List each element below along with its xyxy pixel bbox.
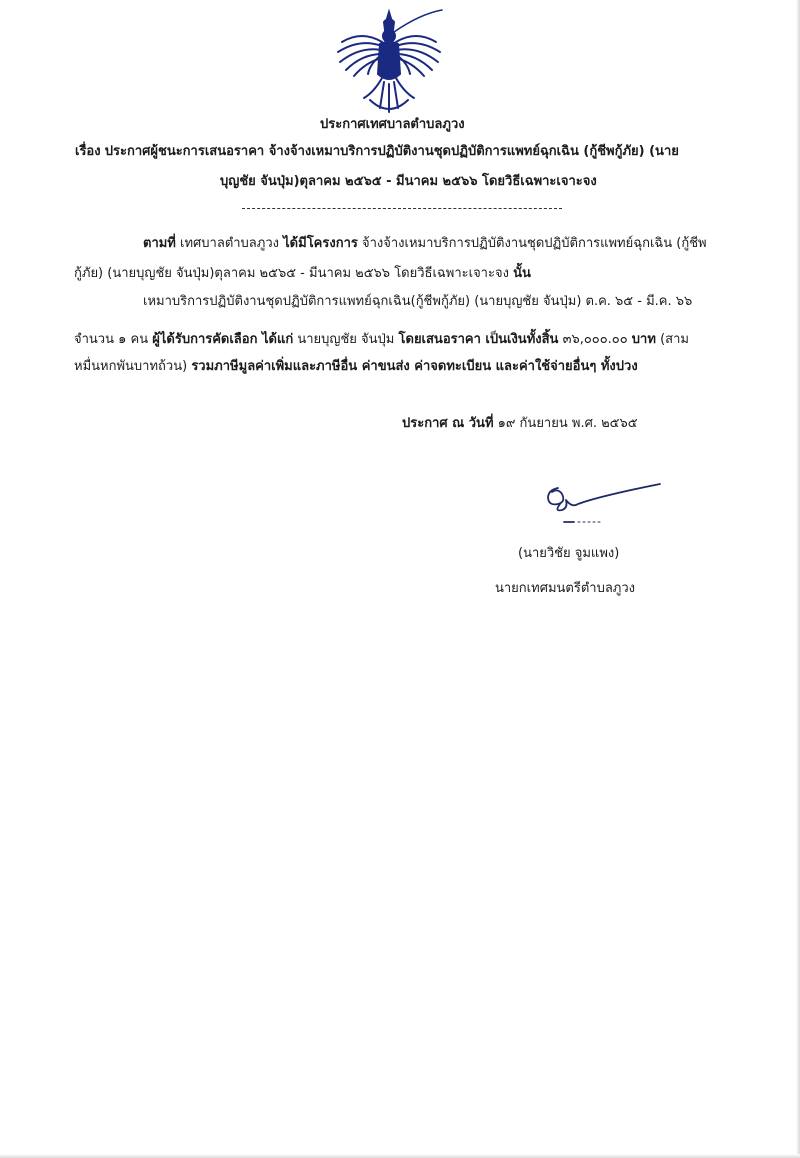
p2-words-1: (สาม — [660, 332, 689, 347]
p2-tail: รวมภาษีมูลค่าเพิ่มและภาษีอื่น ค่าขนส่ง ค่าจดทะเบียน และค่าใช้จ่ายอื่นๆ ทั้งปวง — [191, 359, 638, 374]
page-edge-shadow-bottom — [0, 1154, 800, 1158]
p1-has-project: ได้มีโครงการ — [283, 236, 358, 251]
signature — [540, 478, 665, 530]
page-title: ประกาศเทศบาลตำบลภูวง — [320, 117, 465, 132]
subject-line-1 — [75, 142, 679, 162]
p2-count: จำนวน ๑ คน — [74, 332, 149, 347]
subject-text-1: ประกาศผู้ชนะการเสนอราคา จ้างจ้างเหมาบริการปฏิบัติงานชุดปฏิบัติการแพทย์ฉุกเฉิน (กู้ชีพกู้ภัย) (นาย — [104, 144, 679, 159]
page-edge-shadow-right — [796, 0, 800, 1158]
p2-winner: นายบุญชัย จันปุ่ม — [297, 332, 395, 347]
p1-lead: ตามที่ — [143, 236, 176, 251]
paragraph-1-line-2 — [74, 264, 531, 284]
announce-lead: ประกาศ ณ วันที่ — [402, 416, 494, 431]
p1-end: นั้น — [513, 266, 531, 281]
p2-offer: โดยเสนอราคา เป็นเงินทั้งสิ้น — [398, 332, 559, 347]
garuda-emblem — [330, 8, 448, 120]
subject-line-2: บุญชัย จันปุ่ม)ตุลาคม ๒๕๖๕ - มีนาคม ๒๕๖๖ โดยวิธีเฉพาะเจาะจง — [220, 174, 597, 189]
announce-date: ๑๙ กันยายน พ.ศ. ๒๕๖๕ — [497, 416, 638, 431]
paragraph-2-line-1: เหมาบริการปฏิบัติงานชุดปฏิบัติการแพทย์ฉุกเฉิน(กู้ชีพกู้ภัย) (นายบุญชัย จันปุ่ม) ต.ค. ๖๕ - มี.ค. ๖๖ — [143, 294, 693, 309]
announce-date-line — [402, 414, 638, 434]
paragraph-2-line-2 — [74, 330, 689, 350]
paragraph-1-line-1 — [143, 234, 707, 254]
subject-label: เรื่อง — [75, 144, 101, 159]
p1-org: เทศบาลตำบลภูวง — [180, 236, 279, 251]
p2-baht: บาท — [631, 332, 656, 347]
divider — [242, 208, 562, 209]
paragraph-2-line-3 — [74, 357, 638, 377]
p2-words-2: หมื่นหกพันบาทถ้วน) — [74, 359, 188, 374]
p2-amount: ๓๖,๐๐๐.๐๐ — [562, 332, 628, 347]
signer-name: (นายวิชัย จูมแพง) — [518, 546, 620, 561]
p1-text-1: จ้างจ้างเหมาบริการปฏิบัติงานชุดปฏิบัติการแพทย์ฉุกเฉิน (กู้ชีพ — [362, 236, 707, 251]
p2-selected: ผู้ได้รับการคัดเลือก ได้แก่ — [152, 332, 294, 347]
p1-text-2: กู้ภัย) (นายบุญชัย จันปุ่ม)ตุลาคม ๒๕๖๕ - มีนาคม ๒๕๖๖ โดยวิธีเฉพาะเจาะจง — [74, 266, 509, 281]
signer-title: นายกเทศมนตรีตำบลภูวง — [495, 581, 635, 596]
